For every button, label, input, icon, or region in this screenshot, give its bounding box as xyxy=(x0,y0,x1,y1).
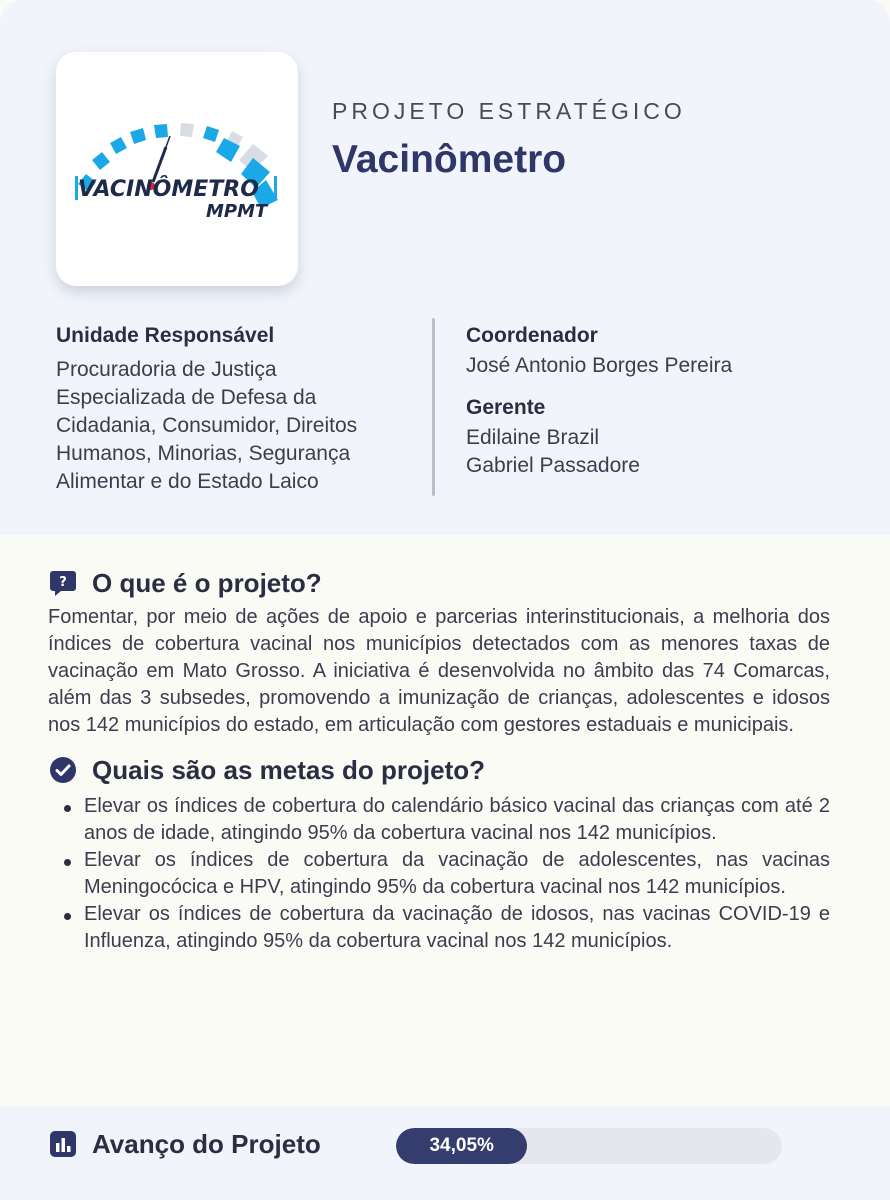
logo-text-main: VACINÔMETRO xyxy=(78,177,259,202)
about-text: Fomentar, por meio de ações de apoio e parcerias interinstitucionais, a melhoria dos índices de cobertura vacinal nos municípios detectados com as menores taxas de vacinação em Mato Grosso. A iniciativa é desenvolvida no âmbito das 74 Comarcas, além das 3 subsedes, promovendo a imunização de crianças, adolescentes e idosos nos 142 municípios do estado, em articulação com gestores estaduais e municipais. xyxy=(48,606,830,736)
unit-line: Especializada de Defesa da xyxy=(56,386,317,409)
main-content xyxy=(48,566,830,955)
bar-chart-icon xyxy=(48,1129,78,1159)
progress-label: 34,05% xyxy=(429,1135,494,1156)
progress-fill xyxy=(396,1128,527,1164)
vacinometro-gauge-logo-icon xyxy=(56,52,298,286)
list-item: Elevar os índices de cobertura da vacinação de idosos, nas vacinas COVID-19 e Influenza, atingindo 95% da cobertura vacinal nos 142 municípios. xyxy=(62,901,830,955)
unit-line: Cidadania, Consumidor, Direitos xyxy=(56,414,358,437)
goals-heading xyxy=(48,753,830,787)
progress-bar xyxy=(396,1128,782,1164)
unit-line: Alimentar e do Estado Laico xyxy=(56,470,319,493)
manager-label: Gerente xyxy=(466,396,546,419)
question-chat-icon xyxy=(48,568,78,598)
svg-text:?: ? xyxy=(59,575,67,590)
list-item: Elevar os índices de cobertura da vacinação de adolescentes, nas vacinas Meningocócica e HPV, atingindo 95% da cobertura vacinal nos 142 municípios. xyxy=(62,847,830,901)
about-title: O que é o projeto? xyxy=(92,567,322,598)
logo-text-sub: MPMT xyxy=(206,201,268,222)
manager-name: Edilaine Brazil xyxy=(466,426,600,449)
project-logo xyxy=(56,52,298,286)
unit-block xyxy=(56,322,426,496)
coordinator-label: Coordenador xyxy=(466,324,598,347)
goals-title: Quais são as metas do projeto? xyxy=(92,754,485,785)
progress-heading xyxy=(48,1126,321,1162)
unit-line: Procuradoria de Justiça xyxy=(56,358,277,381)
manager-name: Gabriel Passadore xyxy=(466,454,640,477)
manager-names xyxy=(466,424,866,480)
page-title: Vacinômetro xyxy=(332,138,567,181)
goals-list xyxy=(48,793,830,955)
about-heading xyxy=(48,566,830,600)
unit-value xyxy=(56,356,426,496)
project-eyebrow: PROJETO ESTRATÉGICO xyxy=(332,98,686,124)
people-block xyxy=(466,322,866,480)
unit-line: Humanos, Minorias, Segurança xyxy=(56,442,351,465)
coordinator-name: José Antonio Borges Pereira xyxy=(466,354,733,377)
progress-title: Avanço do Projeto xyxy=(92,1128,321,1159)
list-item: Elevar os índices de cobertura do calendário básico vacinal das crianças com até 2 anos de idade, atingindo 95% da cobertura vacinal nos 142 municípios. xyxy=(62,793,830,847)
info-divider xyxy=(432,318,435,496)
unit-label: Unidade Responsável xyxy=(56,324,275,347)
check-circle-icon xyxy=(48,755,78,785)
